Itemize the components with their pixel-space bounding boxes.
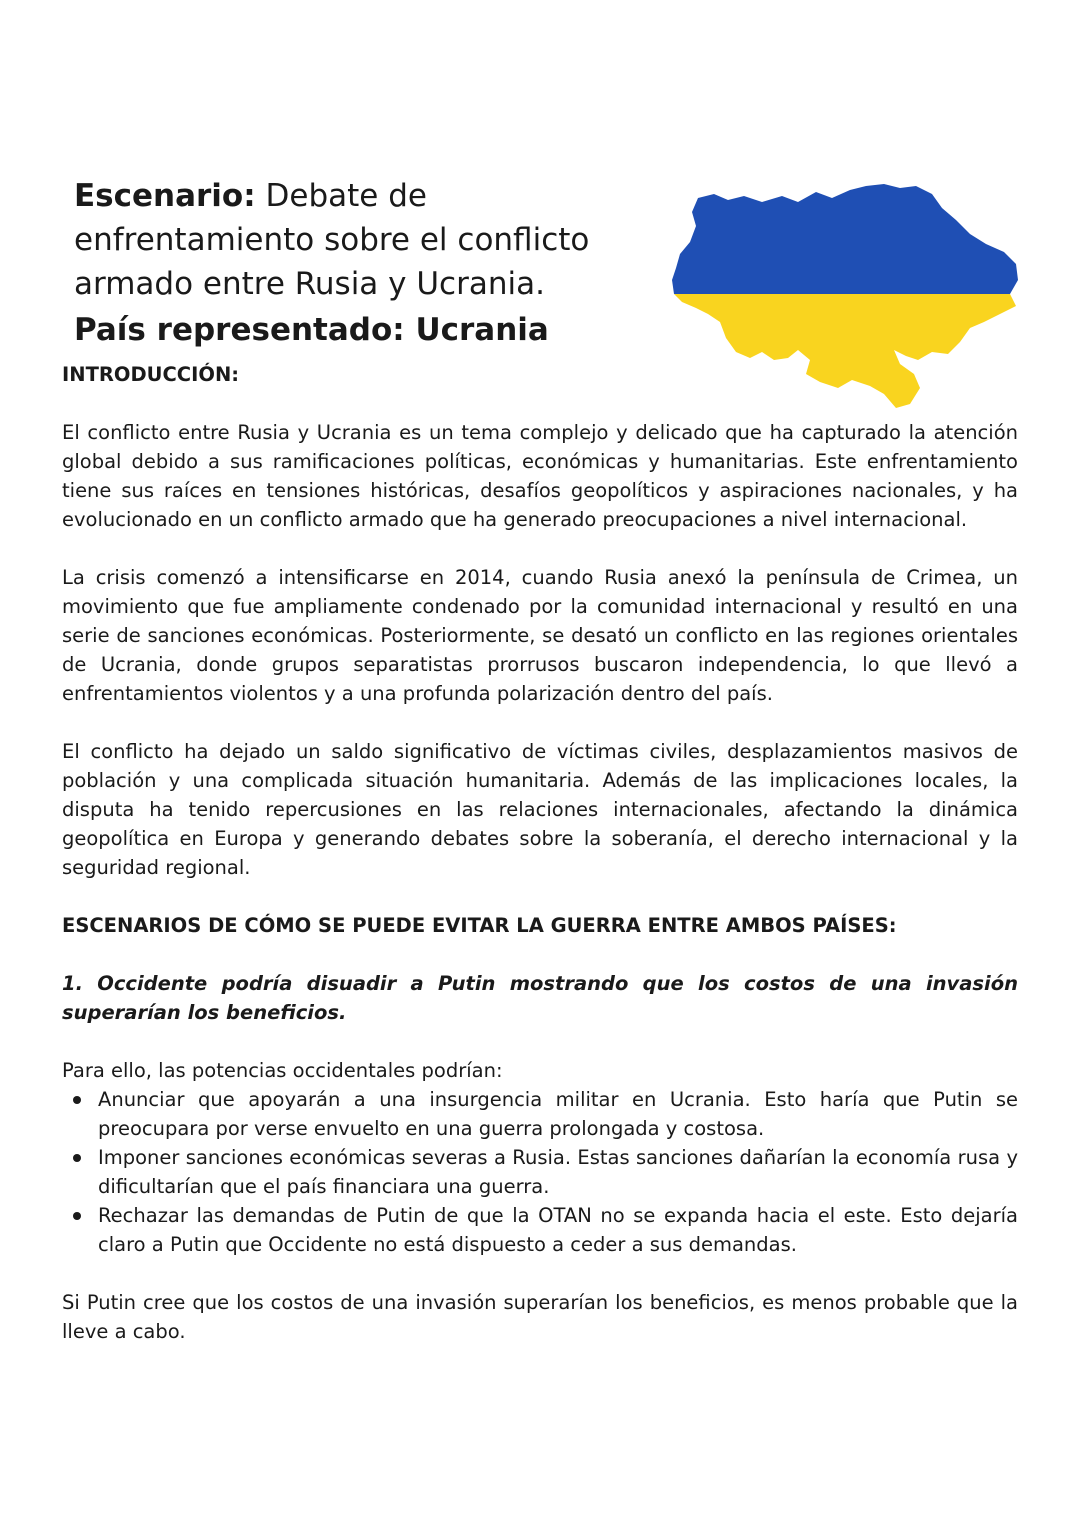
scenario-title [74, 174, 674, 306]
scenarios-heading: ESCENARIOS DE CÓMO SE PUEDE EVITAR LA GUERRA ENTRE AMBOS PAÍSES: [62, 914, 897, 937]
scenario-1-conclusion: Si Putin cree que los costos de una invasión superarían los beneficios, es menos probable que la lleve a cabo. [62, 1291, 1018, 1343]
scenario-1-bullet-list [62, 1085, 1018, 1259]
intro-paragraph: El conflicto entre Rusia y Ucrania es un tema complejo y delicado que ha capturado la atención global debido a sus ramificaciones políticas, económicas y humanitarias. Este enfrentamiento tiene sus raíces en tensiones históricas, desafíos geopolíticos y aspiraciones nacionales, y ha evolucionado en un conflicto armado que ha generado preocupaciones a nivel internacional. [62, 421, 1018, 531]
scenario-label: Escenario: [74, 178, 256, 214]
country-represented: País representado: Ucrania [74, 312, 549, 348]
scenario-1-lead: Para ello, las potencias occidentales podrían: [62, 1059, 503, 1082]
bullet-text: Rechazar las demandas de Putin de que la OTAN no se expanda hacia el este. Esto dejaría claro a Putin que Occidente no está dispuesto a ceder a sus demandas. [98, 1204, 1018, 1256]
scenario-1-title: 1. Occidente podría disuadir a Putin mostrando que los costos de una invasión superarían los beneficios. [62, 972, 1018, 1024]
bullet-text: Imponer sanciones económicas severas a Rusia. Estas sanciones dañarían la economía rusa y dificultarían que el país financiara una guerra. [98, 1146, 1018, 1198]
document-body [62, 360, 1018, 1375]
bullet-icon [73, 1212, 81, 1220]
bullet-text: Anunciar que apoyarán a una insurgencia militar en Ucrania. Esto haría que Putin se preocupara por verse envuelto en una guerra prolongada y costosa. [98, 1088, 1018, 1140]
intro-paragraph: El conflicto ha dejado un saldo significativo de víctimas civiles, desplazamientos masivos de población y una complicada situación humanitaria. Además de las implicaciones locales, la disputa ha tenido repercusiones en las relaciones internacionales, afectando la dinámica geopolítica en Europa y generando debates sobre la soberanía, el derecho internacional y la seguridad regional. [62, 740, 1018, 879]
list-item [62, 1085, 1018, 1143]
scenario-text: Debate de enfrentamiento sobre el conflicto armado entre Rusia y Ucrania. [74, 178, 590, 302]
flag-blue-stripe [670, 182, 1020, 294]
intro-heading: INTRODUCCIÓN: [62, 363, 240, 386]
bullet-icon [73, 1154, 81, 1162]
list-item [62, 1143, 1018, 1201]
intro-paragraph: La crisis comenzó a intensificarse en 2014, cuando Rusia anexó la península de Crimea, un movimiento que fue ampliamente condenado por la comunidad internacional y resultó en una serie de sanciones económicas. Posteriormente, se desató un conflicto en las regiones orientales de Ucrania, donde grupos separatistas prorrusos buscaron independencia, lo que llevó a enfrentamientos violentos y a una profunda polarización dentro del país. [62, 566, 1018, 705]
bullet-icon [73, 1096, 81, 1104]
list-item [62, 1201, 1018, 1259]
